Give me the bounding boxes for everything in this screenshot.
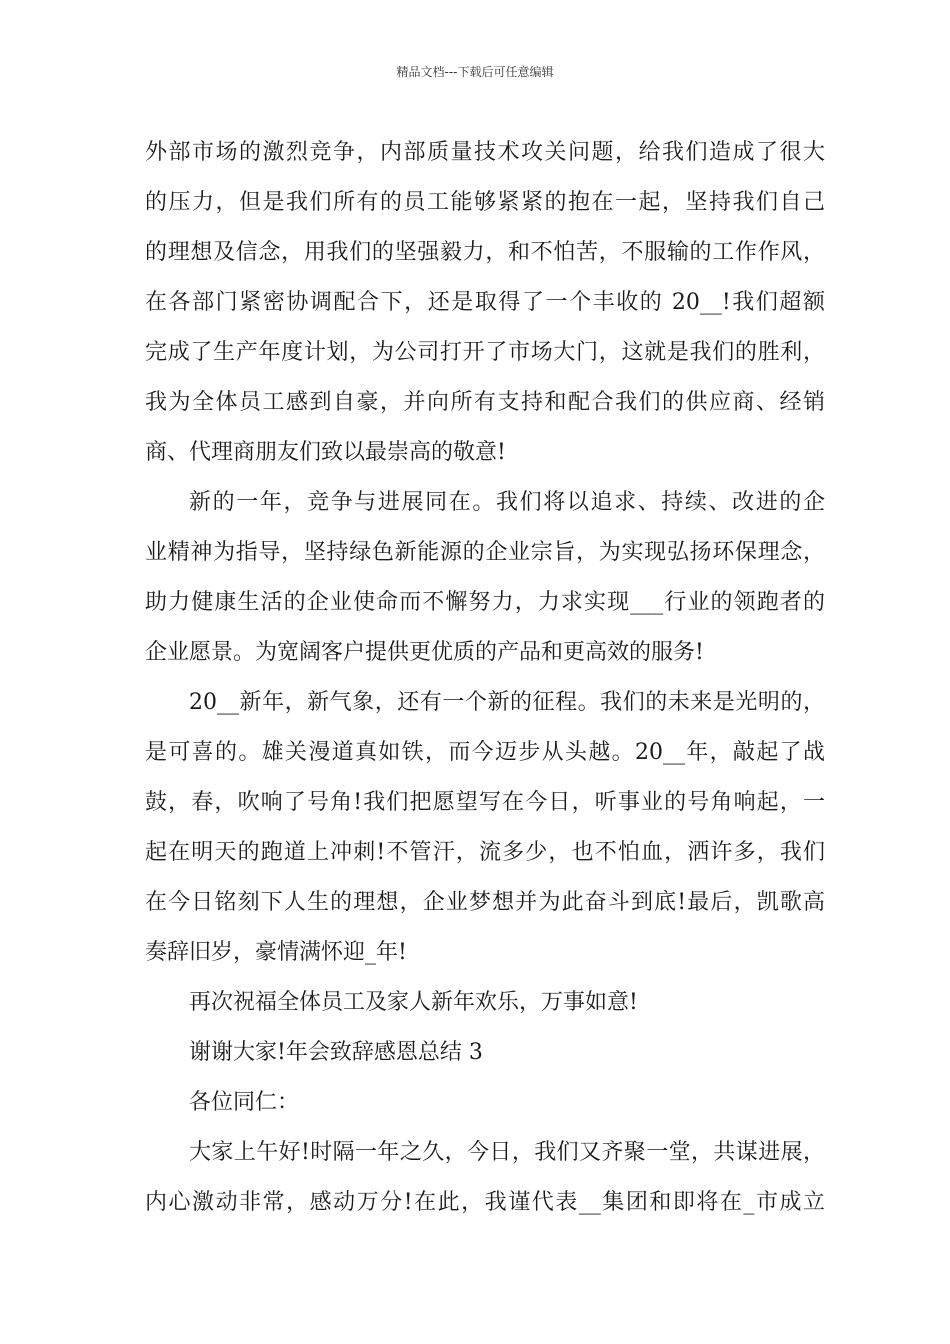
text-line: 企业愿景。为宽阔客户提供更优质的产品和更高效的服务! <box>145 640 704 665</box>
document-body <box>145 128 825 1228</box>
text-line: 新的一年，竞争与进展同在。我们将以追求、持续、改进的企 <box>189 490 825 515</box>
text-line: 在各部门紧密协调配合下，还是取得了一个丰收的 20__!我们超额 <box>145 290 825 315</box>
text-line: 的理想及信念，用我们的坚强毅力，和不怕苦，不服输的工作作风， <box>145 240 825 265</box>
text-line: 再次祝福全体员工及家人新年欢乐，万事如意! <box>189 990 638 1015</box>
text-line: 是可喜的。雄关漫道真如铁，而今迈步从头越。20__年，敲起了战 <box>145 740 825 765</box>
text-line: 各位同仁： <box>189 1090 300 1115</box>
text-line: 助力健康生活的企业使命而不懈努力，力求实现___行业的领跑者的 <box>145 590 825 615</box>
page-header: 精品文档---下载后可任意编辑 <box>396 65 554 79</box>
text-line: 的压力，但是我们所有的员工能够紧紧的抱在一起，坚持我们自己 <box>145 190 825 215</box>
text-line: 业精神为指导，坚持绿色新能源的企业宗旨，为实现弘扬环保理念， <box>145 540 825 565</box>
text-line: 鼓，春，吹响了号角!我们把愿望写在今日，听事业的号角响起，一 <box>145 790 825 815</box>
text-line: 外部市场的激烈竞争，内部质量技术攻关问题，给我们造成了很大 <box>145 140 825 165</box>
text-line: 完成了生产年度计划，为公司打开了市场大门，这就是我们的胜利， <box>145 340 825 365</box>
text-line: 起在明天的跑道上冲刺!不管汗，流多少，也不怕血，洒许多，我们 <box>145 840 825 865</box>
text-line: 大家上午好!时隔一年之久，今日，我们又齐聚一堂，共谋进展， <box>189 1140 825 1165</box>
text-line: 内心激动非常，感动万分!在此，我谨代表__集团和即将在_市成立 <box>145 1190 825 1215</box>
text-line: 我为全体员工感到自豪，并向所有支持和配合我们的供应商、经销 <box>145 390 825 415</box>
text-line: 在今日铭刻下人生的理想，企业梦想并为此奋斗到底!最后，凯歌高 <box>145 890 825 915</box>
text-line: 奏辞旧岁，豪情满怀迎_年! <box>145 940 407 965</box>
text-line: 20__新年，新气象，还有一个新的征程。我们的未来是光明的， <box>189 690 825 715</box>
text-line: 谢谢大家!年会致辞感恩总结 3 <box>189 1040 483 1065</box>
text-line: 商、代理商朋友们致以最崇高的敬意! <box>145 440 506 465</box>
